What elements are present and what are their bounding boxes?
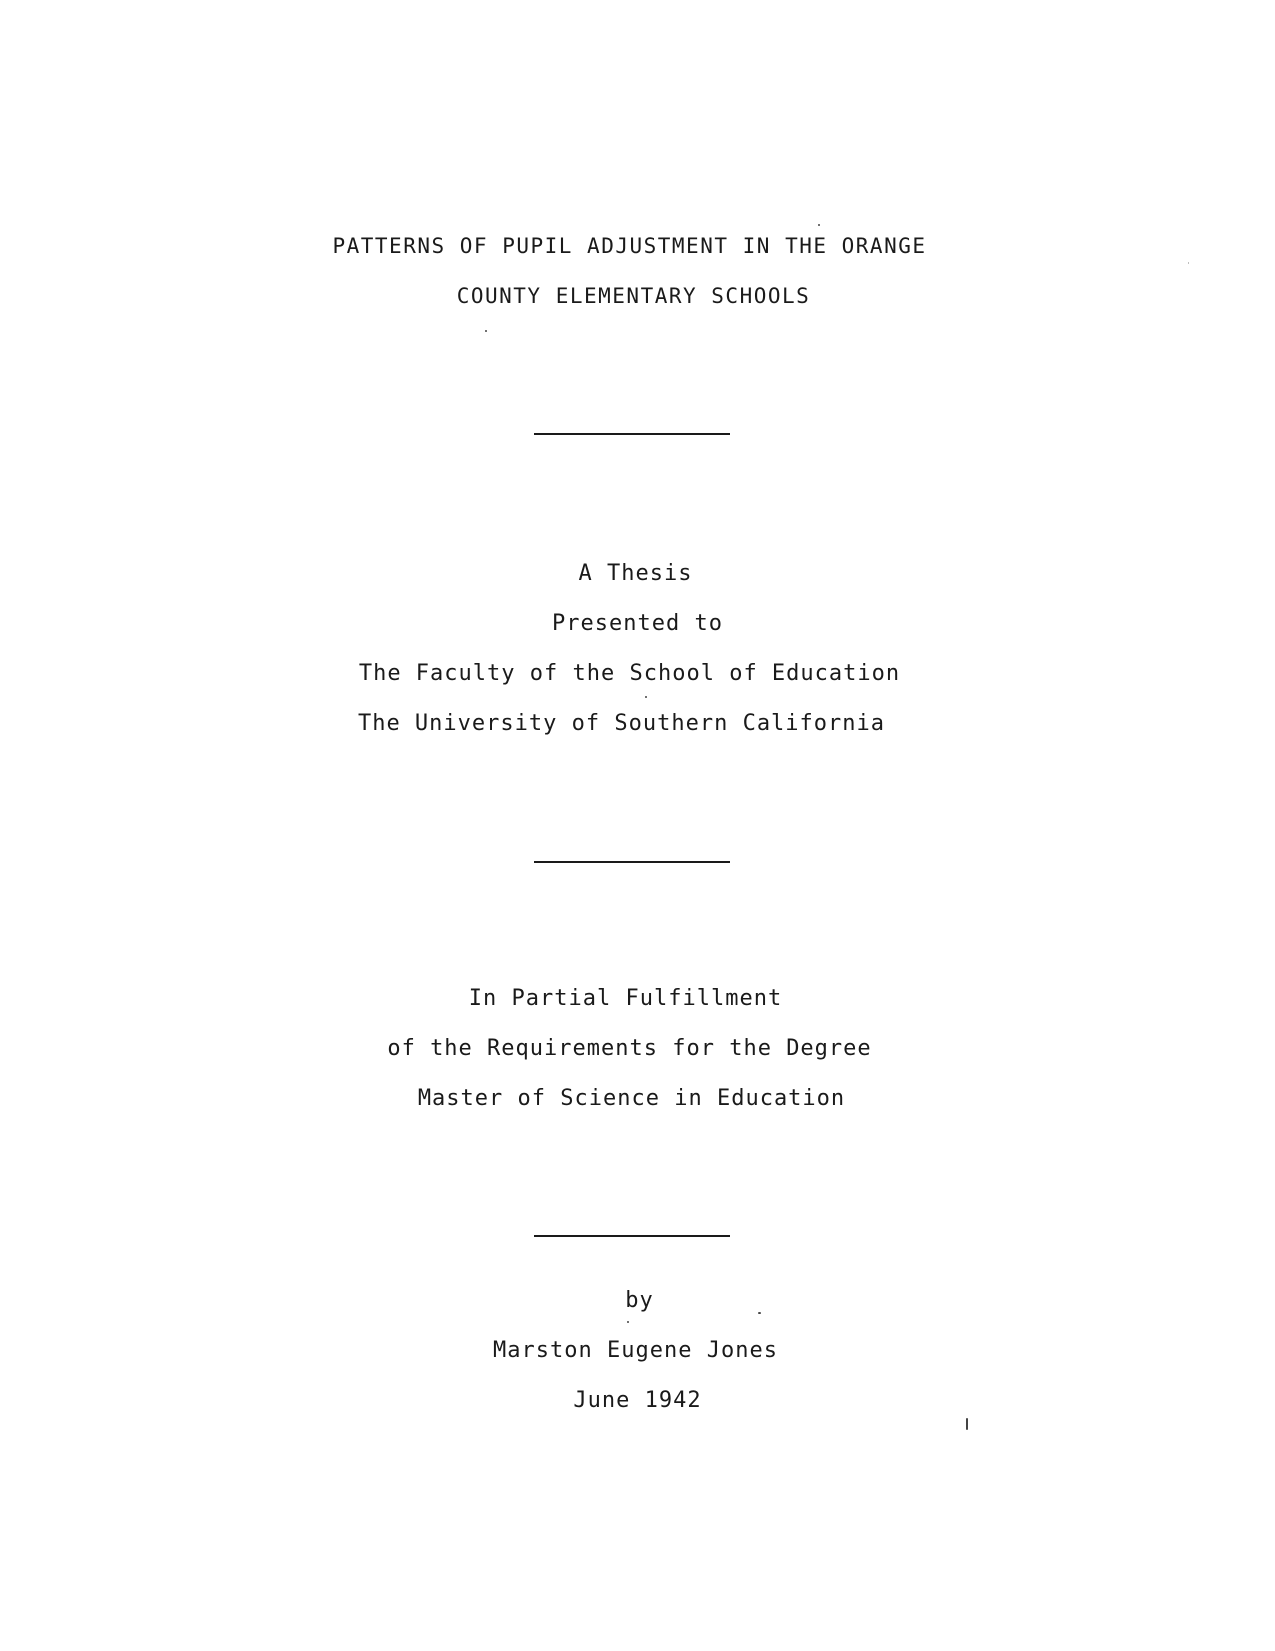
scan-speck: [758, 1312, 761, 1314]
submission-date: June 1942: [573, 1388, 702, 1413]
scan-speck: [966, 1418, 968, 1430]
presentation-line-1: A Thesis: [578, 561, 693, 586]
presentation-university: The University of Southern California: [357, 711, 886, 736]
thesis-title-line-1: PATTERNS OF PUPIL ADJUSTMENT IN THE ORANGE: [332, 234, 927, 258]
divider-rule-2: [534, 861, 730, 863]
divider-rule-3: [534, 1235, 730, 1237]
scan-speck: [485, 330, 487, 332]
presentation-line-2: Presented to: [552, 611, 723, 636]
fulfillment-line-2: of the Requirements for the Degree: [387, 1036, 872, 1061]
scan-speck: [627, 1321, 629, 1323]
scan-speck: [1188, 262, 1189, 264]
thesis-title-line-2: COUNTY ELEMENTARY SCHOOLS: [456, 284, 811, 308]
divider-rule-1: [534, 433, 730, 435]
author-by: by: [625, 1288, 654, 1313]
degree-name: Master of Science in Education: [417, 1086, 846, 1111]
author-name: Marston Eugene Jones: [493, 1338, 778, 1363]
scan-speck: [645, 696, 647, 698]
scan-speck: [818, 224, 820, 226]
fulfillment-line-1: In Partial Fulfillment: [468, 986, 783, 1011]
presentation-faculty: The Faculty of the School of Education: [358, 661, 901, 686]
